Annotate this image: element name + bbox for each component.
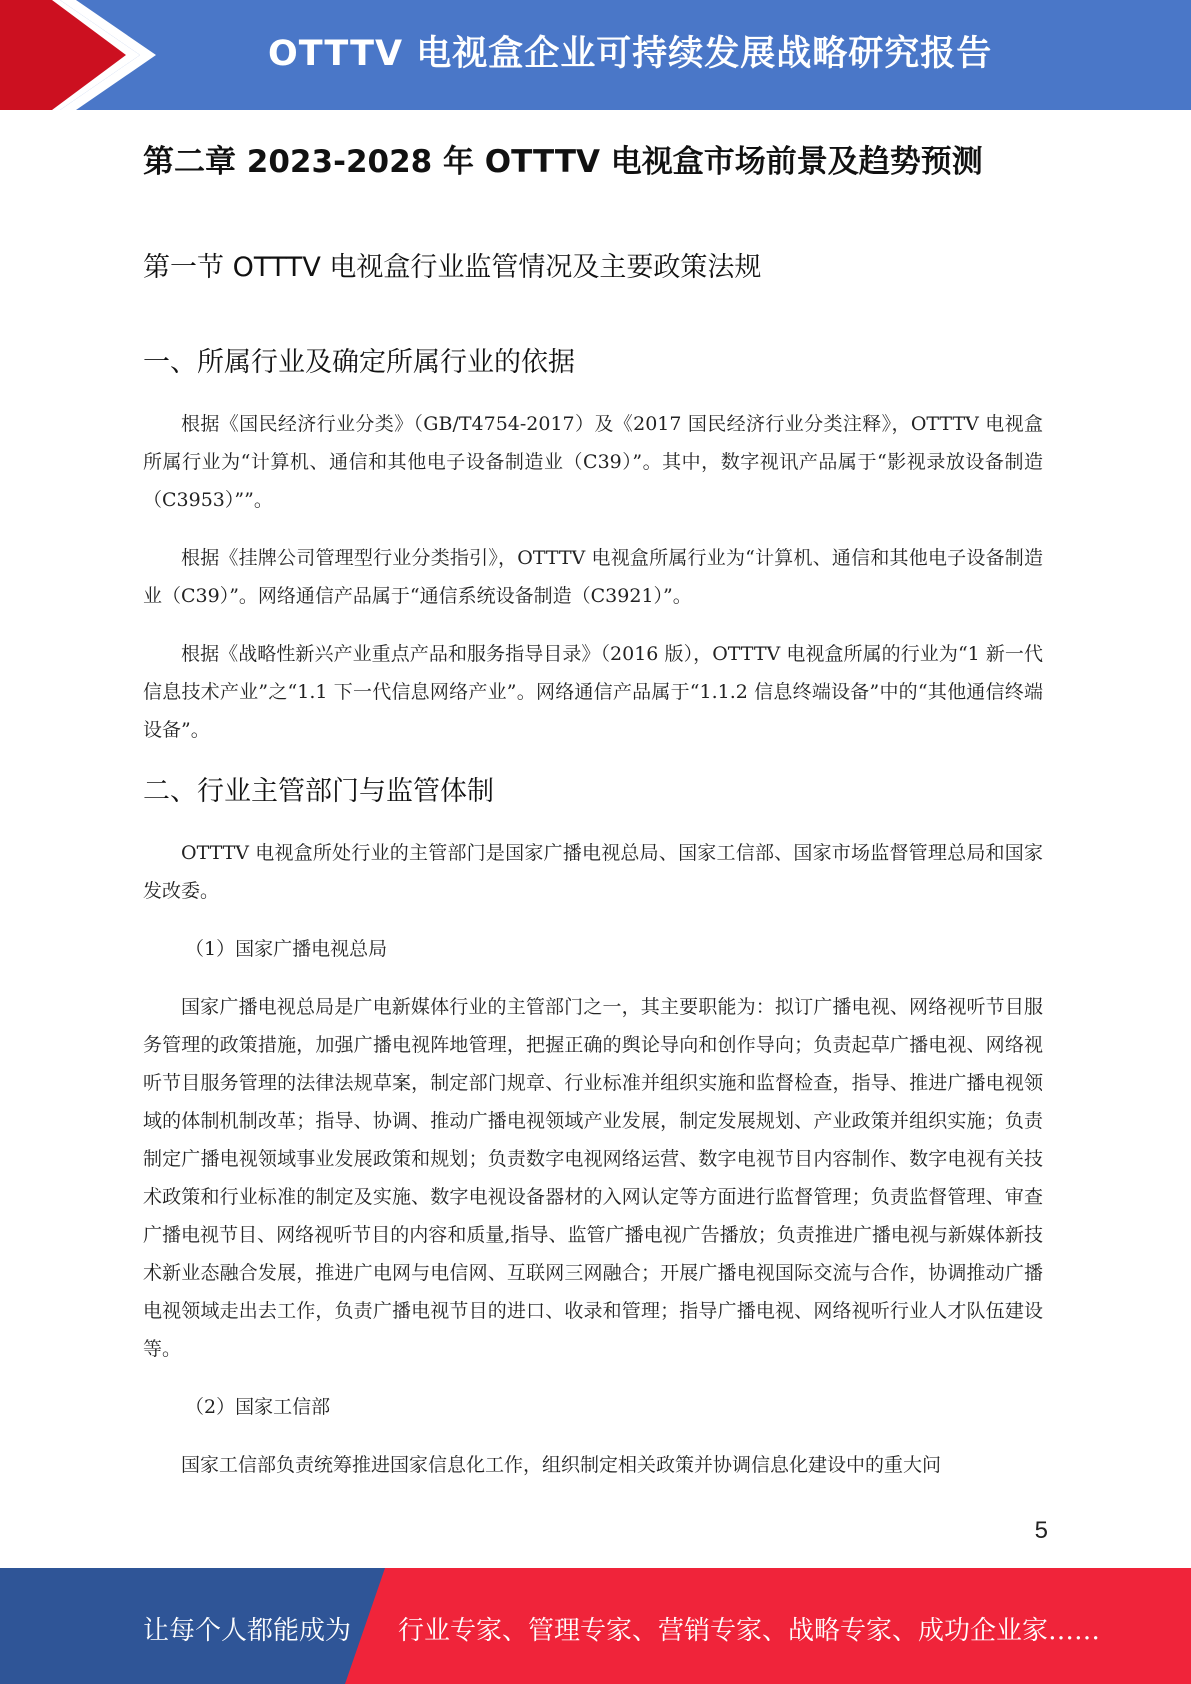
paragraph: 国家广播电视总局是广电新媒体行业的主管部门之一，其主要职能为：拟订广播电视、网络视听节目服务管理的政策措施，加强广播电视阵地管理，把握正确的舆论导向和创作导向；负责起草广播电视、网络视听节目服务管理的法律法规草案，制定部门规章、行业标准并组织实施和监督检查，指导、推进广播电视领域的体制机制改革；指导、协调、推动广播电视领域产业发展，制定发展规划、产业政策并组织实施；负责制定广播电视领域事业发展政策和规划；负责数字电视网络运营、数字电视节目内容制作、数字电视有关技术政策和行业标准的制定及实施、数字电视设备器材的入网认定等方面进行监督管理；负责监督管理、审查广播电视节目、网络视听节目的内容和质量,指导、监管广播电视广告播放；负责推进广播电视与新媒体新技术新业态融合发展，推进广电网与电信网、互联网三网融合；开展广播电视国际交流与合作，协调推动广播电视领域走出去工作，负责广播电视节目的进口、收录和管理；指导广播电视、网络视听行业人才队伍建设等。 <box>143 996 1043 1360</box>
paragraph: 根据《战略性新兴产业重点产品和服务指导目录》（2016 版），OTTTV 电视盒所属的行业为“1 新一代信息技术产业”之“1.1 下一代信息网络产业”。网络通信产品属于“1.1.2 信息终端设备”中的“其他通信终端设备”。 <box>143 643 1043 741</box>
page-footer <box>0 1568 1191 1684</box>
document-body <box>143 136 1043 1504</box>
chapter-title: 第二章 2023-2028 年 OTTTV 电视盒市场前景及趋势预测 <box>143 144 983 180</box>
heading-industry-classification: 一、所属行业及确定所属行业的依据 <box>143 347 575 378</box>
section-title: 第一节 OTTTV 电视盒行业监管情况及主要政策法规 <box>143 252 762 283</box>
paragraph: OTTTV 电视盒所处行业的主管部门是国家广播电视总局、国家工信部、国家市场监督管理总局和国家发改委。 <box>143 842 1043 902</box>
footer-slogan-left: 让每个人都能成为 <box>143 1616 352 1646</box>
page-number: 5 <box>1034 1517 1048 1544</box>
page-header <box>0 0 1191 110</box>
paragraph: 国家工信部负责统筹推进国家信息化工作，组织制定相关政策并协调信息化建设中的重大问 <box>181 1454 942 1476</box>
subheading-miit: （2）国家工信部 <box>185 1396 331 1418</box>
footer-slogan-right: 行业专家、管理专家、营销专家、战略专家、成功企业家…… <box>398 1616 1101 1646</box>
report-title: OTTTV 电视盒企业可持续发展战略研究报告 <box>268 34 993 74</box>
heading-regulatory-system: 二、行业主管部门与监管体制 <box>143 776 494 807</box>
subheading-nrta: （1）国家广播电视总局 <box>185 938 388 960</box>
paragraph: 根据《国民经济行业分类》（GB/T4754-2017）及《2017 国民经济行业分类注释》，OTTTV 电视盒所属行业为“计算机、通信和其他电子设备制造业（C39）”。其中，数字视讯产品属于“影视录放设备制造（C3953）””。 <box>143 413 1043 511</box>
paragraph: 根据《挂牌公司管理型行业分类指引》，OTTTV 电视盒所属行业为“计算机、通信和其他电子设备制造业（C39）”。网络通信产品属于“通信系统设备制造（C3921）”。 <box>143 547 1043 607</box>
